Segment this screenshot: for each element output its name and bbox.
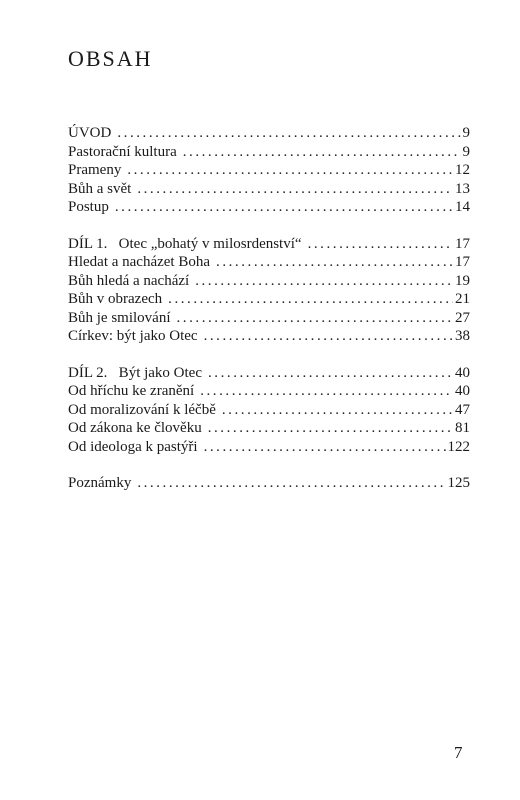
dot-leader [204,438,446,457]
toc-entry-label: Od ideologa k pastýři [68,438,198,455]
page-title: OBSAH [68,46,153,71]
dot-leader [222,401,453,420]
toc-entry[interactable] [68,419,470,438]
toc-entry-page: 40 [455,364,470,381]
dot-leader [127,161,453,180]
toc-entry-label: Prameny [68,162,122,178]
dot-leader [137,180,453,199]
toc-entry-label: DÍL 1. Otec „bohatý v milosrdenství“ [68,235,302,252]
toc-entry[interactable] [68,198,470,217]
dot-leader [168,290,453,309]
toc-entry-page: 125 [447,475,470,491]
toc-entry-label: Bůh je smilování [68,309,171,326]
toc-entry-page: 17 [455,235,470,252]
toc-entry[interactable] [68,235,470,254]
toc-entry[interactable] [68,474,470,493]
toc-entry[interactable] [68,180,470,199]
toc-entry-page: 38 [455,328,470,344]
toc-entry-label: ÚVOD [68,125,112,141]
dot-leader [183,143,461,162]
dot-leader [200,382,453,401]
dot-leader [208,364,453,383]
toc-entry-label: Od moralizování k léčbě [68,401,216,418]
toc-entry[interactable] [68,438,470,457]
dot-leader [208,419,453,438]
dot-leader [115,198,453,217]
toc-entry-page: 81 [455,420,470,436]
toc-entry[interactable] [68,382,470,401]
toc-entry-page: 13 [455,180,470,197]
toc-entry-label: Postup [68,199,109,215]
toc-entry-label: Bůh hledá a nachází [68,272,190,289]
toc-entry-label: Bůh a svět [68,180,132,197]
table-of-contents [68,124,470,511]
toc-entry-page: 21 [455,291,470,307]
toc-entry[interactable] [68,253,470,272]
toc-entry-page: 19 [455,272,470,289]
toc-entry-label: Hledat a nacházet Boha [68,254,211,270]
dot-leader [137,474,445,493]
toc-entry-page: 40 [455,383,470,399]
toc-entry[interactable] [68,401,470,420]
toc-entry-label: Od zákona ke člověku [68,420,202,436]
toc-entry-page: 9 [462,125,470,141]
toc-entry-label: Církev: být jako Otec [68,328,198,344]
toc-section-part-1 [68,235,470,346]
toc-section-notes [68,474,470,493]
toc-entry[interactable] [68,309,470,328]
toc-entry-label: Od hříchu ke zranění [68,383,195,399]
dot-leader [204,327,453,346]
toc-entry-page: 27 [455,309,470,326]
toc-entry[interactable] [68,124,470,143]
toc-entry[interactable] [68,272,470,291]
dot-leader [308,235,453,254]
dot-leader [177,309,454,328]
toc-entry-label: Pastorační kultura [68,143,177,160]
dot-leader [216,253,453,272]
toc-entry-page: 12 [455,162,470,178]
dot-leader [117,124,460,143]
toc-section-intro [68,124,470,217]
toc-entry[interactable] [68,290,470,309]
toc-entry[interactable] [68,161,470,180]
toc-entry-page: 14 [455,199,470,215]
toc-section-part-2 [68,364,470,457]
toc-entry-label: Bůh v obrazech [68,291,163,307]
toc-entry-label: Poznámky [68,475,132,491]
toc-entry-label: DÍL 2. Být jako Otec [68,364,202,381]
toc-entry-page: 9 [462,143,470,160]
toc-entry[interactable] [68,364,470,383]
toc-entry-page: 122 [447,438,470,455]
toc-entry-page: 17 [455,254,470,270]
page-number: 7 [454,743,463,762]
toc-entry-page: 47 [455,401,470,418]
dot-leader [195,272,453,291]
toc-entry[interactable] [68,327,470,346]
toc-entry[interactable] [68,143,470,162]
